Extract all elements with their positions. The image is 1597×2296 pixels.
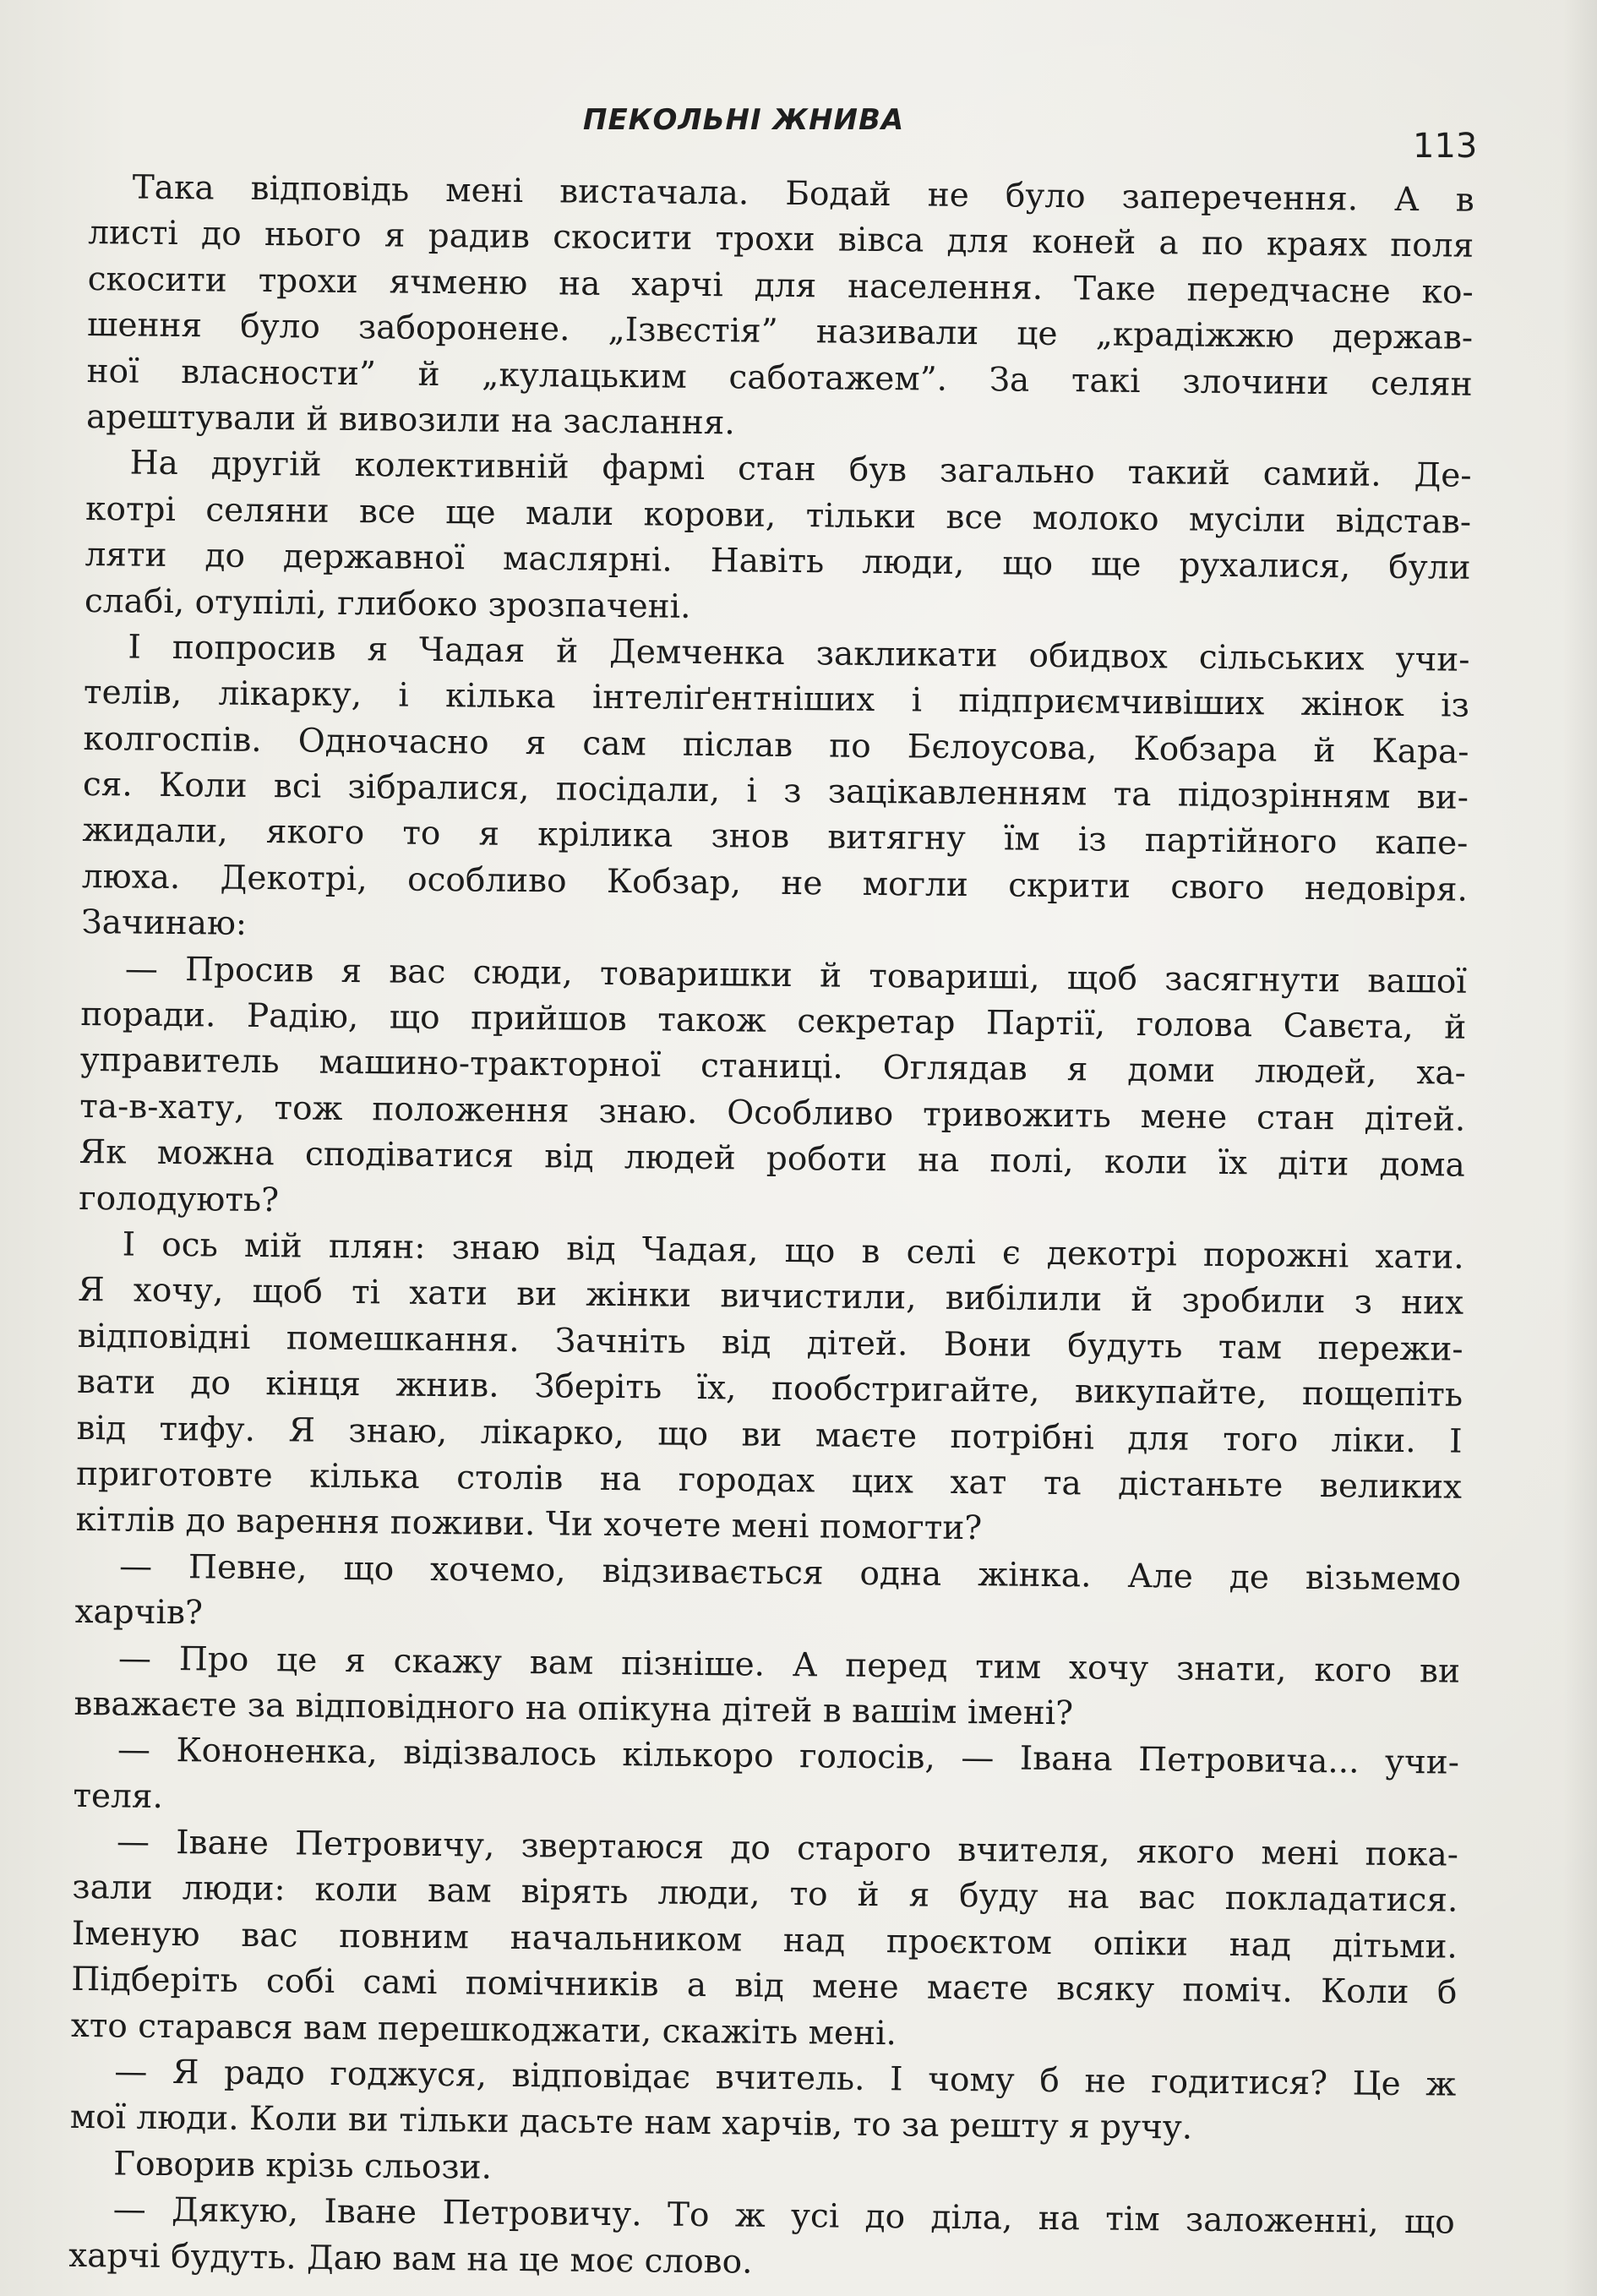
- paragraph: [79, 946, 1467, 1235]
- text-line: жидали, якого то я крілика знов витягну їм із партійного капе-: [82, 811, 1469, 864]
- text-line: Така відповідь мені вистачала. Бодай не було заперечення. А в: [132, 168, 1474, 220]
- text-line: голодують?: [79, 1179, 280, 1219]
- text-line: — Дякую, Іване Петровичу. То ж усі до діла, на тім заложенні, що: [112, 2190, 1455, 2242]
- paragraph: [86, 165, 1474, 454]
- paragraph: [68, 2187, 1455, 2293]
- text-line: зали люди: коли вам вірять люди, то й я буду на вас покладатися.: [72, 1868, 1458, 1921]
- text-line: ся. Коли всі зібралися, посідали, і з зацікавленням та підозрінням ви-: [82, 766, 1469, 817]
- page-edge-shadow: [1563, 0, 1597, 2296]
- running-title: ПЕКОЛЬНІ ЖНИВА: [583, 103, 905, 137]
- text-line: кітлів до варення поживи. Чи хочете мені помогти?: [75, 1501, 983, 1548]
- text-line: Підберіть собі самі помічників а від мене маєте всяку поміч. Коли б: [71, 1961, 1458, 2012]
- text-line: теля.: [73, 1776, 164, 1816]
- text-line: Як можна сподіватися від людей роботи на полі, коли їх діти дома: [79, 1133, 1465, 1185]
- text-line: На другій колективній фармі стан був загально такий самий. Де-: [129, 444, 1472, 496]
- text-line: — Про це я скажу вам пізніше. А перед тим хочу знати, кого ви: [117, 1639, 1461, 1691]
- paragraph: [69, 2049, 1456, 2201]
- text-line: хто старався вам перешкоджати, скажіть мені.: [70, 2006, 897, 2053]
- text-line: ляти до державної маслярні. Навіть люди, що ще рухалися, були: [84, 536, 1471, 587]
- text-line: слабі, отупілі, глибоко зрозпачені.: [84, 581, 691, 626]
- text-line: мої люди. Коли ви тільки дасьте нам харчів, то за решту я ручу.: [69, 2098, 1193, 2148]
- text-line: Я хочу, щоб ті хати ви жінки вичистили, вибілили й зробили з них: [77, 1271, 1464, 1323]
- text-line: Іменую вас повним начальником над проєктом опіки над дітьми.: [71, 1914, 1458, 1966]
- paragraph: [74, 1544, 1461, 1650]
- text-line: І попросив я Чадая й Демченка закликати обидвох сільських учи-: [128, 628, 1470, 679]
- body-text: [68, 165, 1474, 2293]
- text-line: ної власности” й „кулацьким саботажем”. За такі злочини селян: [86, 352, 1473, 404]
- text-line: колгоспів. Одночасно я сам післав по Бєлоусова, Кобзара й Кара-: [83, 719, 1469, 772]
- text-line: — Я радо годжуся, відповідає вчитель. І чому б не годитися? Це ж: [114, 2053, 1457, 2104]
- text-line: шення було заборонене. „Ізвєстія” називали це „крадіжжю держав-: [86, 306, 1474, 357]
- paragraph: [84, 440, 1472, 637]
- text-line: — Певне, що хочемо, відзивається одна жінка. Але де візьмемо: [118, 1547, 1462, 1599]
- text-line: харчі будуть. Даю вам на це моє слово.: [68, 2236, 753, 2282]
- text-line: — Іване Петровичу, звертаюся до старого вчителя, якого мені пока-: [116, 1823, 1459, 1874]
- text-line: І ось мій плян: знаю від Чадая, що в селі є декотрі порожні хати.: [122, 1225, 1464, 1277]
- text-line: люха. Декотрі, особливо Кобзар, не могли скрити свого недовіря.: [81, 857, 1469, 909]
- text-line: від тифу. Я знаю, лікарко, що ви маєте потрібні для того ліки. І: [76, 1409, 1463, 1461]
- text-line: управитель машино-тракторної станиці. Оглядав я доми людей, ха-: [79, 1041, 1466, 1093]
- page-number: 113: [1413, 127, 1478, 166]
- text-line: — Кононенка, відізвалось кількоро голосів, — Івана Петровича... учи-: [117, 1731, 1460, 1782]
- paragraph: [74, 1635, 1460, 1741]
- text-line: харчів?: [74, 1593, 204, 1633]
- paragraph: [71, 1819, 1459, 2063]
- text-line: вважаєте за відповідного на опікуна дітей в вашім імені?: [74, 1684, 1074, 1733]
- text-line: скосити трохи ячменю на харчі для населення. Таке передчасне ко-: [87, 259, 1474, 312]
- paragraph: [73, 1727, 1459, 1833]
- text-line: поради. Радію, що прийшов також секретар Партії, голова Савєта, й: [80, 995, 1467, 1047]
- paragraph: [75, 1222, 1464, 1557]
- text-line: Зачинаю:: [81, 903, 248, 944]
- text-line: арештували й вивозили на заслання.: [85, 397, 736, 443]
- text-line: приготовте кілька столів на городах цих хат та дістаньте великих: [75, 1454, 1463, 1507]
- paragraph: [81, 624, 1470, 959]
- text-line: телів, лікарку, і кілька інтеліґентніших і підприємчивіших жінок із: [83, 674, 1470, 726]
- text-line: та-в-хату, тож положення знаю. Особливо тривожить мене стан дітей.: [79, 1087, 1466, 1139]
- text-line: — Просив я вас сюди, товаришки й товариші, щоб засягнути вашої: [124, 950, 1468, 1001]
- text-line: котрі селяни все ще мали корови, тільки все молоко мусіли відстав-: [84, 489, 1472, 542]
- text-line: Говорив крізь сльози.: [113, 2145, 493, 2187]
- text-line: вати до кінця жнив. Зберіть їх, пообстригайте, викупайте, пощепіть: [76, 1363, 1463, 1415]
- text-line: листі до нього я радив скосити трохи вівса для коней а по краях поля: [88, 214, 1474, 266]
- text-line: відповідні помешкання. Зачніть від дітей. Вони будуть там пережи-: [77, 1317, 1463, 1369]
